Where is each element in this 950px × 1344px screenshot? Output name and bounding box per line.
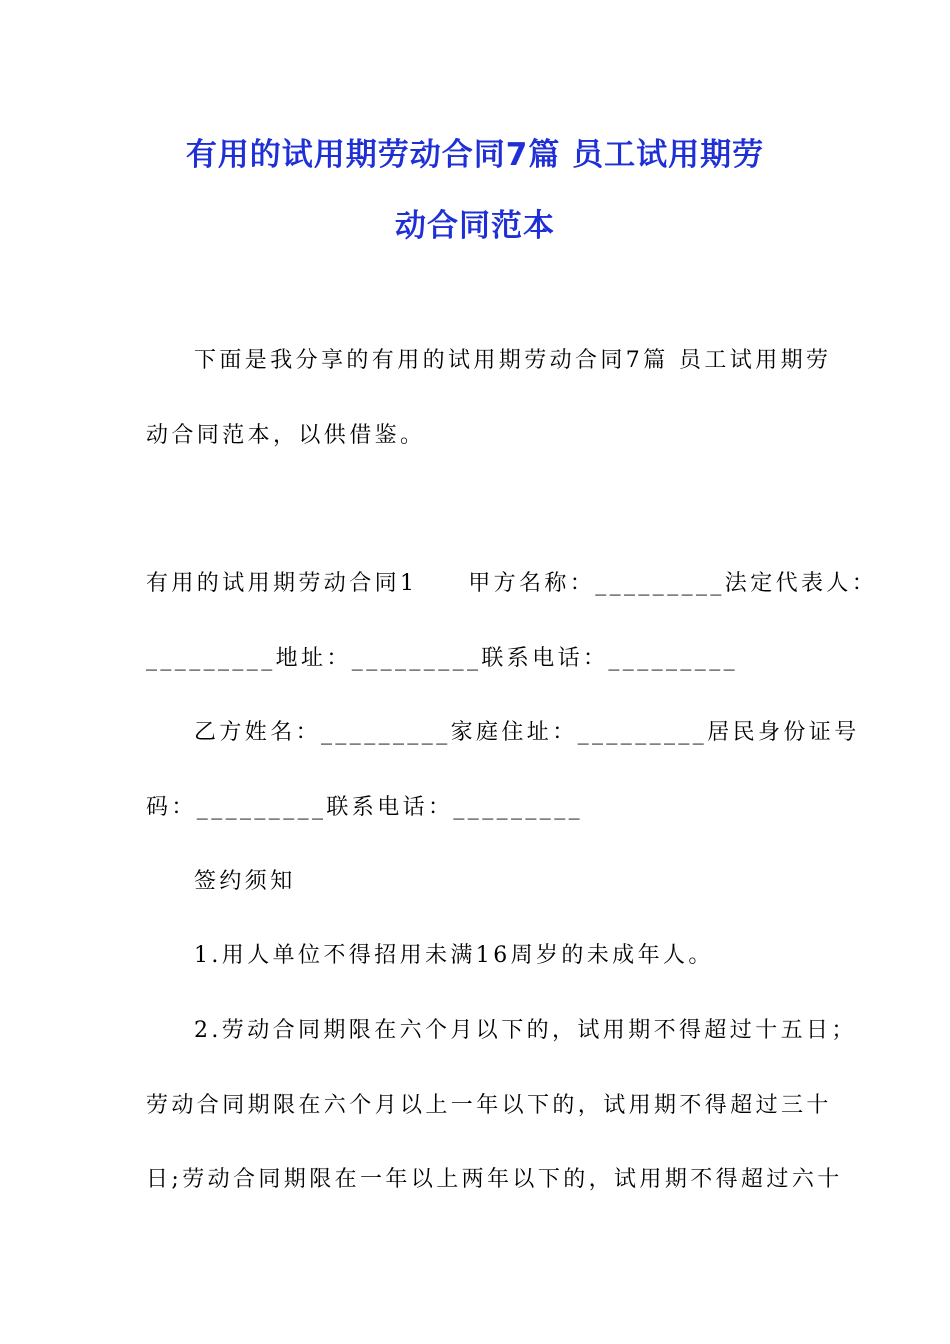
party-b-line-2: 码：_________联系电话：_________: [146, 795, 584, 820]
document-title-line-1: 有用的试用期劳动合同7篇 员工试用期劳: [185, 137, 765, 173]
notice-item-2-line-3: 日;劳动合同期限在一年以上两年以下的，试用期不得超过六十: [146, 1167, 843, 1192]
signing-notice-heading: 签约须知: [194, 869, 296, 894]
notice-item-2-line-2: 劳动合同期限在六个月以上一年以下的，试用期不得超过三十: [146, 1093, 832, 1118]
party-b-line-1: 乙方姓名：_________家庭住址：_________居民身份证号: [194, 720, 860, 745]
intro-paragraph-line-2: 动合同范本，以供借鉴。: [146, 423, 426, 448]
notice-item-1: 1.用人单位不得招用未满16周岁的未成年人。: [194, 943, 714, 968]
contract-1-party-a-line-2: _________地址：_________联系电话：_________: [146, 646, 739, 671]
notice-item-2-line-1: 2.劳动合同期限在六个月以下的，试用期不得超过十五日；: [194, 1018, 857, 1043]
document-title-line-2: 动合同范本: [395, 208, 555, 244]
intro-paragraph-line-1: 下面是我分享的有用的试用期劳动合同7篇 员工试用期劳: [194, 348, 832, 373]
contract-1-party-a-line-1: 有用的试用期劳动合同1 甲方名称：_________法定代表人：: [146, 571, 878, 596]
